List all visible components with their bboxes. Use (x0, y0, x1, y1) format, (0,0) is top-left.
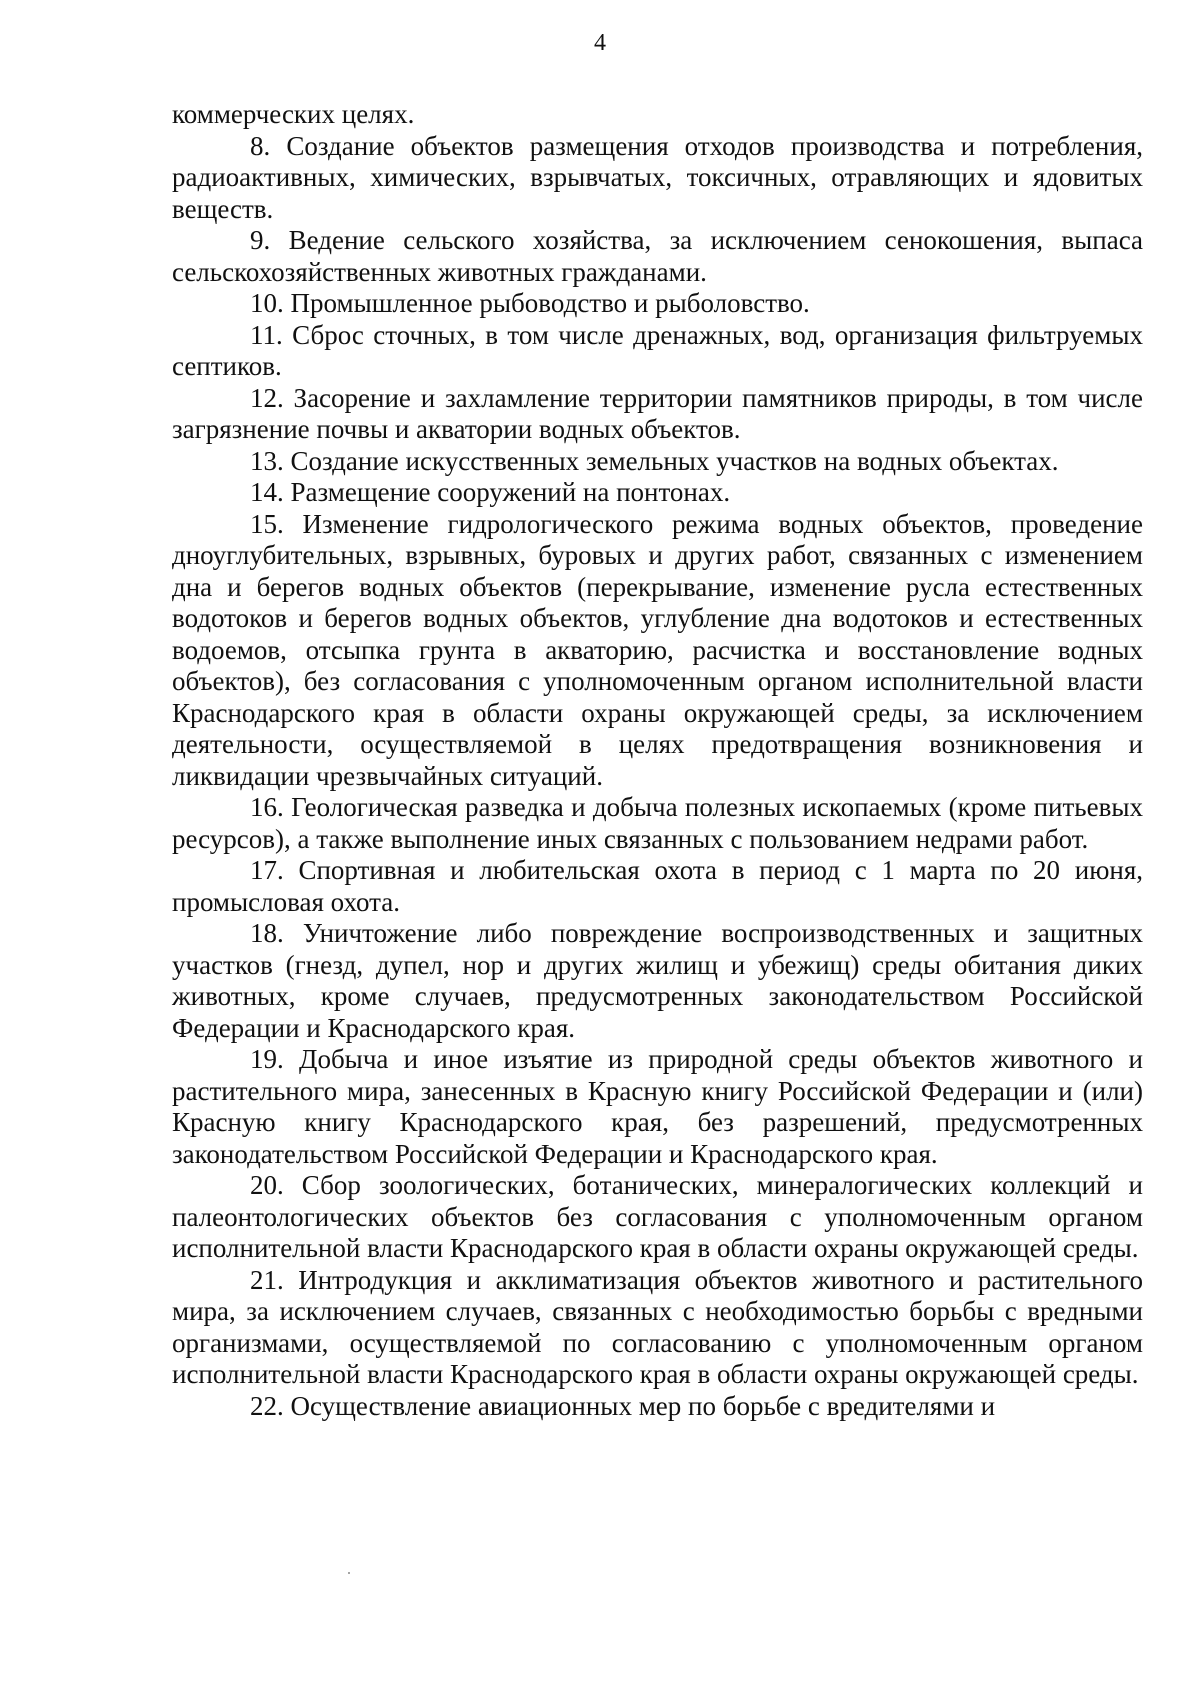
paragraph-item-9: 9. Ведение сельского хозяйства, за исключением сенокошения, выпаса сельскохозяйственных животных гражданами. (172, 225, 1143, 287)
paragraph-continuation: коммерческих целях. (172, 99, 415, 129)
paragraph-item-13: 13. Создание искусственных земельных участков на водных объектах. (250, 445, 1059, 476)
paragraph-item-21: 21. Интродукция и акклиматизация объектов животного и растительного мира, за исключением случаев, связанных с необходимостью борьбы с вредными организмами, осуществляемой по согласованию с уполномоченным органом исполнительной власти Краснодарского края в области охраны окружающей среды. (172, 1264, 1143, 1389)
paragraph-item-15: 15. Изменение гидрологического режима водных объектов, проведение дноуглубительных, взрывных, буровых и других работ, связанных с изменением дна и берегов водных объектов (перекрывание, изменение русла естественных водотоков и берегов водных объектов, углубление дна водотоков и естественных водоемов, отсыпка грунта в акваторию, расчистка и восстановление водных объектов), без согласования с уполномоченным органом исполнительной власти Краснодарского края в области охраны окружающей среды, за исключением деятельности, осуществляемой в целях предотвращения возникновения и ликвидации чрезвычайных ситуаций. (172, 508, 1143, 791)
paragraph-item-14: 14. Размещение сооружений на понтонах. (250, 477, 731, 507)
paragraph-item-20: 20. Сбор зоологических, ботанических, минералогических коллекций и палеонтологических объектов без согласования с уполномоченным органом исполнительной власти Краснодарского края в области охраны окружающей среды. (172, 1170, 1143, 1263)
paragraph-item-12: 12. Засорение и захламление территории памятников природы, в том числе загрязнение почвы и акватории водных объектов. (172, 382, 1143, 444)
paragraph-item-18: 18. Уничтожение либо повреждение воспроизводственных и защитных участков (гнезд, дупел, нор и других жилищ и убежищ) среды обитания диких животных, кроме случаев, предусмотренных законодательством Российской Федерации и Краснодарского края. (172, 918, 1143, 1043)
document-body (172, 99, 1143, 1422)
paragraph-item-8: 8. Создание объектов размещения отходов производства и потребления, радиоактивных, химических, взрывчатых, токсичных, отравляющих и ядовитых веществ. (172, 130, 1143, 224)
paragraph-item-11: 11. Сброс сточных, в том числе дренажных, вод, организация фильтруемых септиков. (172, 319, 1143, 381)
paragraph-item-10: 10. Промышленное рыбоводство и рыболовство. (250, 288, 810, 318)
paragraph-item-22: 22. Осуществление авиационных мер по борьбе с вредителями и (250, 1390, 996, 1421)
scan-speck (348, 1572, 350, 1574)
paragraph-item-16: 16. Геологическая разведка и добыча полезных ископаемых (кроме питьевых ресурсов), а также выполнение иных связанных с пользованием недрами работ. (172, 792, 1143, 854)
paragraph-item-19: 19. Добыча и иное изъятие из природной среды объектов животного и растительного мира, занесенных в Красную книгу Российской Федерации и (или) Красную книгу Краснодарского края, без разрешений, предусмотренных законодательством Российской Федерации и Краснодарского края. (172, 1044, 1143, 1169)
paragraph-item-17: 17. Спортивная и любительская охота в период с 1 марта по 20 июня, промысловая охота. (172, 855, 1143, 917)
page-number: 4 (594, 30, 606, 56)
